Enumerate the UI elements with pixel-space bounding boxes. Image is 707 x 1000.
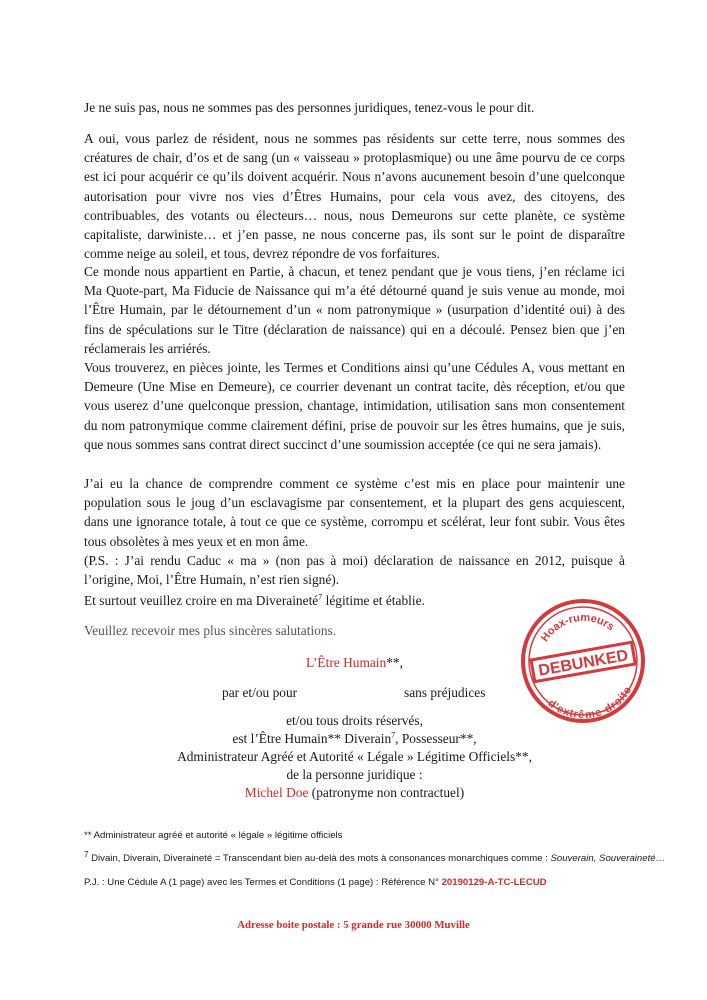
paragraph-3: Ce monde nous appartient en Partie, à chacun, et tenez pendant que je vous tiens, j’en réclame ici Ma Quote-part, Ma Fiducie de Naissance qui m’a été détourné quand je suis venue au monde, moi l’Être Humain, par le détournement d’un « nom patronymique » (usurpation d’identité oui) à des fins de spéculations sur le Titre (déclaration de naissance) qui en a découlé. Pensez bien que j’en réclamerais les arriérés.: [84, 264, 625, 356]
signature-name-stars: **,: [386, 655, 403, 670]
signature-line-2: [84, 730, 625, 748]
footnote-7-text: Divain, Diverain, Diveraineté = Transcendant bien au-delà des mots à consonances monarchiques comme :: [88, 853, 551, 864]
paragraph-5-main: J’ai eu la chance de comprendre comment ce système c’est mis en place pour maintenir une population sous le joug d’un esclavagisme par consentement, et la plupart des gens acquiescent, dans une ignorance totale, à tout ce que ce système, corrompu et scélérat, leur font subir. Vous êtes tous obsolètes à mes yeux et en mon âme.: [84, 476, 625, 549]
footnote-stars: ** Administrateur agréé et autorité « légale » légitime officiels: [84, 830, 343, 841]
stamp-top-path: Hoax-rumeurs: [538, 611, 617, 644]
signature-michel-doe: Michel Doe: [244, 785, 309, 800]
signature-patronyme-note: (patronyme non contractuel): [308, 785, 465, 800]
paragraph-6-start: Et surtout veuillez croire en ma Diveraineté: [84, 593, 319, 608]
signature-sans-prejudices: sans préjudices: [404, 685, 486, 700]
reference-number: 20190129-A-TC-LECUD: [441, 877, 547, 888]
attachment-text: P.J. : Une Cédule A (1 page) avec les Termes et Conditions (1 page) : Référence N°: [84, 877, 442, 888]
paragraph-2: A oui, vous parlez de résident, nous ne sommes pas résidents sur cette terre, nous sommes des créatures de chair, d’os et de sang (un « vaisseau » protoplasmique) ou une âme pourvu de ce corps est ici pour acquérir ce qu’ils doivent acquérir. Nous n’avons aucunement besoin d’une quelconque autorisation pour vivre nos vies d’Êtres Humains, pour cela vous avez, des citoyens, des contribuables, des votants ou électeurs… nous, nous Demeurons sur cette planète, ce système capitaliste, darwiniste… et j’en passe, ne nous concerne pas, ils sont sur le point de disparaître comme neige au soleil, et tous, devrez répondre de vos forfaitures.: [84, 131, 625, 262]
stamp-bottom-text: [544, 683, 638, 726]
attachment-reference: [84, 876, 684, 889]
paragraph-5: [84, 474, 625, 589]
signature-line-1: et/ou tous droits réservés,: [286, 713, 423, 728]
paragraph-4: Vous trouverez, en pièces jointe, les Termes et Conditions ainsi qu’une Cédules A, vous mettant en Demeure (Une Mise en Demeure), ce courrier devenant un contrat tacite, dès réception, et/ou que vous userez d’une quelconque pression, chantage, intimidation, utilisation sans mon consentement du nom patronymique comme clairement défini, prise de pouvoir sur les êtres humains, que je suis, que nous sommes sans contrat direct succinct d’une soumission acceptée (ce qui ne sera jamais).: [84, 360, 625, 452]
signature-par: par et/ou pour: [222, 685, 298, 700]
signature-line-4: de la personne juridique :: [286, 767, 423, 782]
signature-line-5: [84, 784, 625, 802]
paragraph-5-ps: (P.S. : J’ai rendu Caduc « ma » (non pas à moi) déclaration de naissance en 2012, puisque à l’origine, Moi, l’Être Humain, n’est rien signé).: [84, 552, 625, 588]
signature-line-3: Administrateur Agréé et Autorité « Légale » Légitime Officiels**,: [177, 749, 532, 764]
footnote-7-italic: Souverain, Souveraineté…: [550, 853, 666, 864]
postal-address: Adresse boite postale : 5 grande rue 30000 Muville: [237, 919, 470, 931]
footnote-7-mark: 7: [84, 849, 89, 859]
stamp-bottom-path: d'extrême-droite: [545, 684, 634, 722]
signature-line-2-start: est l’Être Humain** Diverain: [232, 731, 392, 746]
paragraph-6-end: légitime et établie.: [322, 593, 425, 608]
debunked-stamp: [518, 596, 648, 726]
signature-footnote-ref: 7: [391, 730, 396, 740]
paragraph-1: Je ne suis pas, nous ne sommes pas des personnes juridiques, tenez-vous le pour dit.: [84, 100, 535, 115]
signature-name: L’Être Humain: [306, 655, 387, 670]
closing-salutation: Veuillez recevoir mes plus sincères salutations.: [84, 623, 337, 638]
signature-line-2-end: , Possesseur**,: [395, 731, 477, 746]
stamp-center-text: DEBUNKED: [537, 647, 630, 680]
footnote-7: [84, 849, 684, 865]
footnote-ref-7: 7: [318, 592, 323, 602]
